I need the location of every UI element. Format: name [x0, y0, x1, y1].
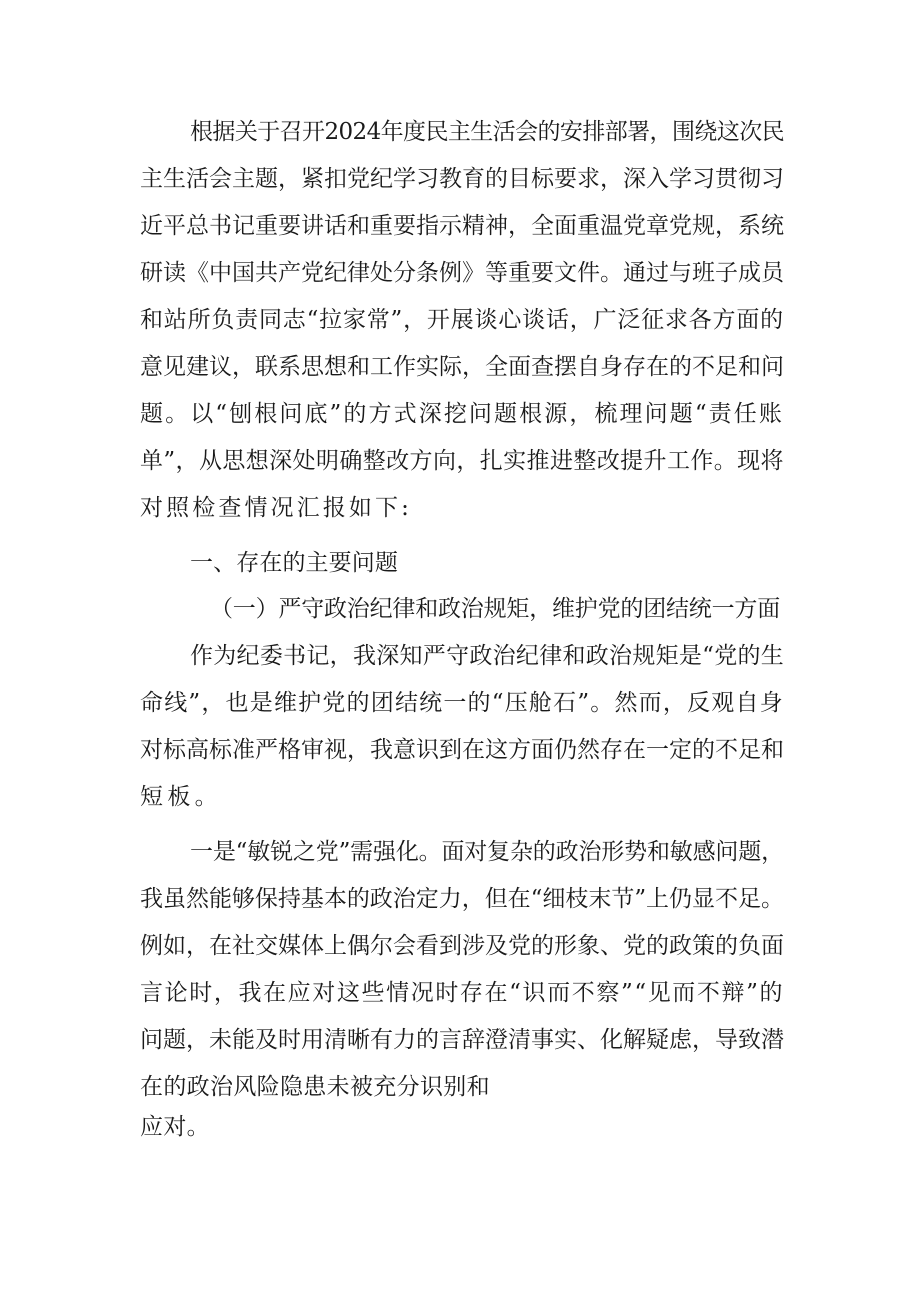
paragraph-1-line-2: 主生活会主题，紧扣党纪学习教育的目标要求，深入学习贯彻习	[140, 166, 784, 192]
paragraph-1-line-5: 和站所负责同志“拉家常”，开展谈心谈话，广泛征求各方面的	[140, 307, 784, 333]
section-heading-1: 一、存在的主要问题	[190, 550, 398, 576]
paragraph-2-line-4: 短板。	[140, 784, 222, 810]
paragraph-1-line-7: 题。以“刨根问底”的方式深挖问题根源，梳理问题“责任账	[140, 401, 784, 427]
paragraph-3-line-7: 应对。	[140, 1114, 210, 1140]
paragraph-3-line-6: 在的政治风险隐患未被充分识别和	[140, 1074, 490, 1100]
paragraph-1-line-4: 研读《中国共产党纪律处分条例》等重要文件。通过与班子成员	[140, 260, 784, 286]
paragraph-3-line-2: 我虽然能够保持基本的政治定力，但在“细枝末节”上仍显不足。	[140, 886, 784, 912]
subsection-heading-1: （一）严守政治纪律和政治规矩，维护党的团结统一方面	[210, 596, 781, 622]
paragraph-3-line-3: 例如，在社交媒体上偶尔会看到涉及党的形象、党的政策的负面	[140, 933, 784, 959]
paragraph-1-line-9: 对照检查情况汇报如下:	[140, 495, 412, 521]
paragraph-3-line-5: 问题，未能及时用清晰有力的言辞澄清事实、化解疑虑，导致潜	[140, 1027, 784, 1053]
paragraph-2-line-3: 对标高标准严格审视，我意识到在这方面仍然存在一定的不足和	[140, 737, 784, 763]
paragraph-1-line-6: 意见建议，联系思想和工作实际，全面查摆自身存在的不足和问	[140, 354, 784, 380]
paragraph-1-line-3: 近平总书记重要讲话和重要指示精神，全面重温党章党规，系统	[140, 213, 784, 239]
paragraph-1-line-1: 根据关于召开2024年度民主生活会的安排部署，围绕这次民	[190, 119, 785, 145]
paragraph-3-line-4: 言论时，我在应对这些情况时存在“识而不察”“见而不辩”的	[140, 980, 785, 1006]
paragraph-1-line-8: 单”，从思想深处明确整改方向，扎实推进整改提升工作。现将	[140, 448, 784, 474]
paragraph-2-line-2: 命线”，也是维护党的团结统一的“压舱石”。然而，反观自身	[140, 690, 784, 716]
paragraph-3-line-1: 一是“敏锐之党”需强化。面对复杂的政治形势和敏感问题，	[190, 839, 784, 865]
paragraph-2-line-1: 作为纪委书记，我深知严守政治纪律和政治规矩是“党的生	[190, 643, 785, 669]
